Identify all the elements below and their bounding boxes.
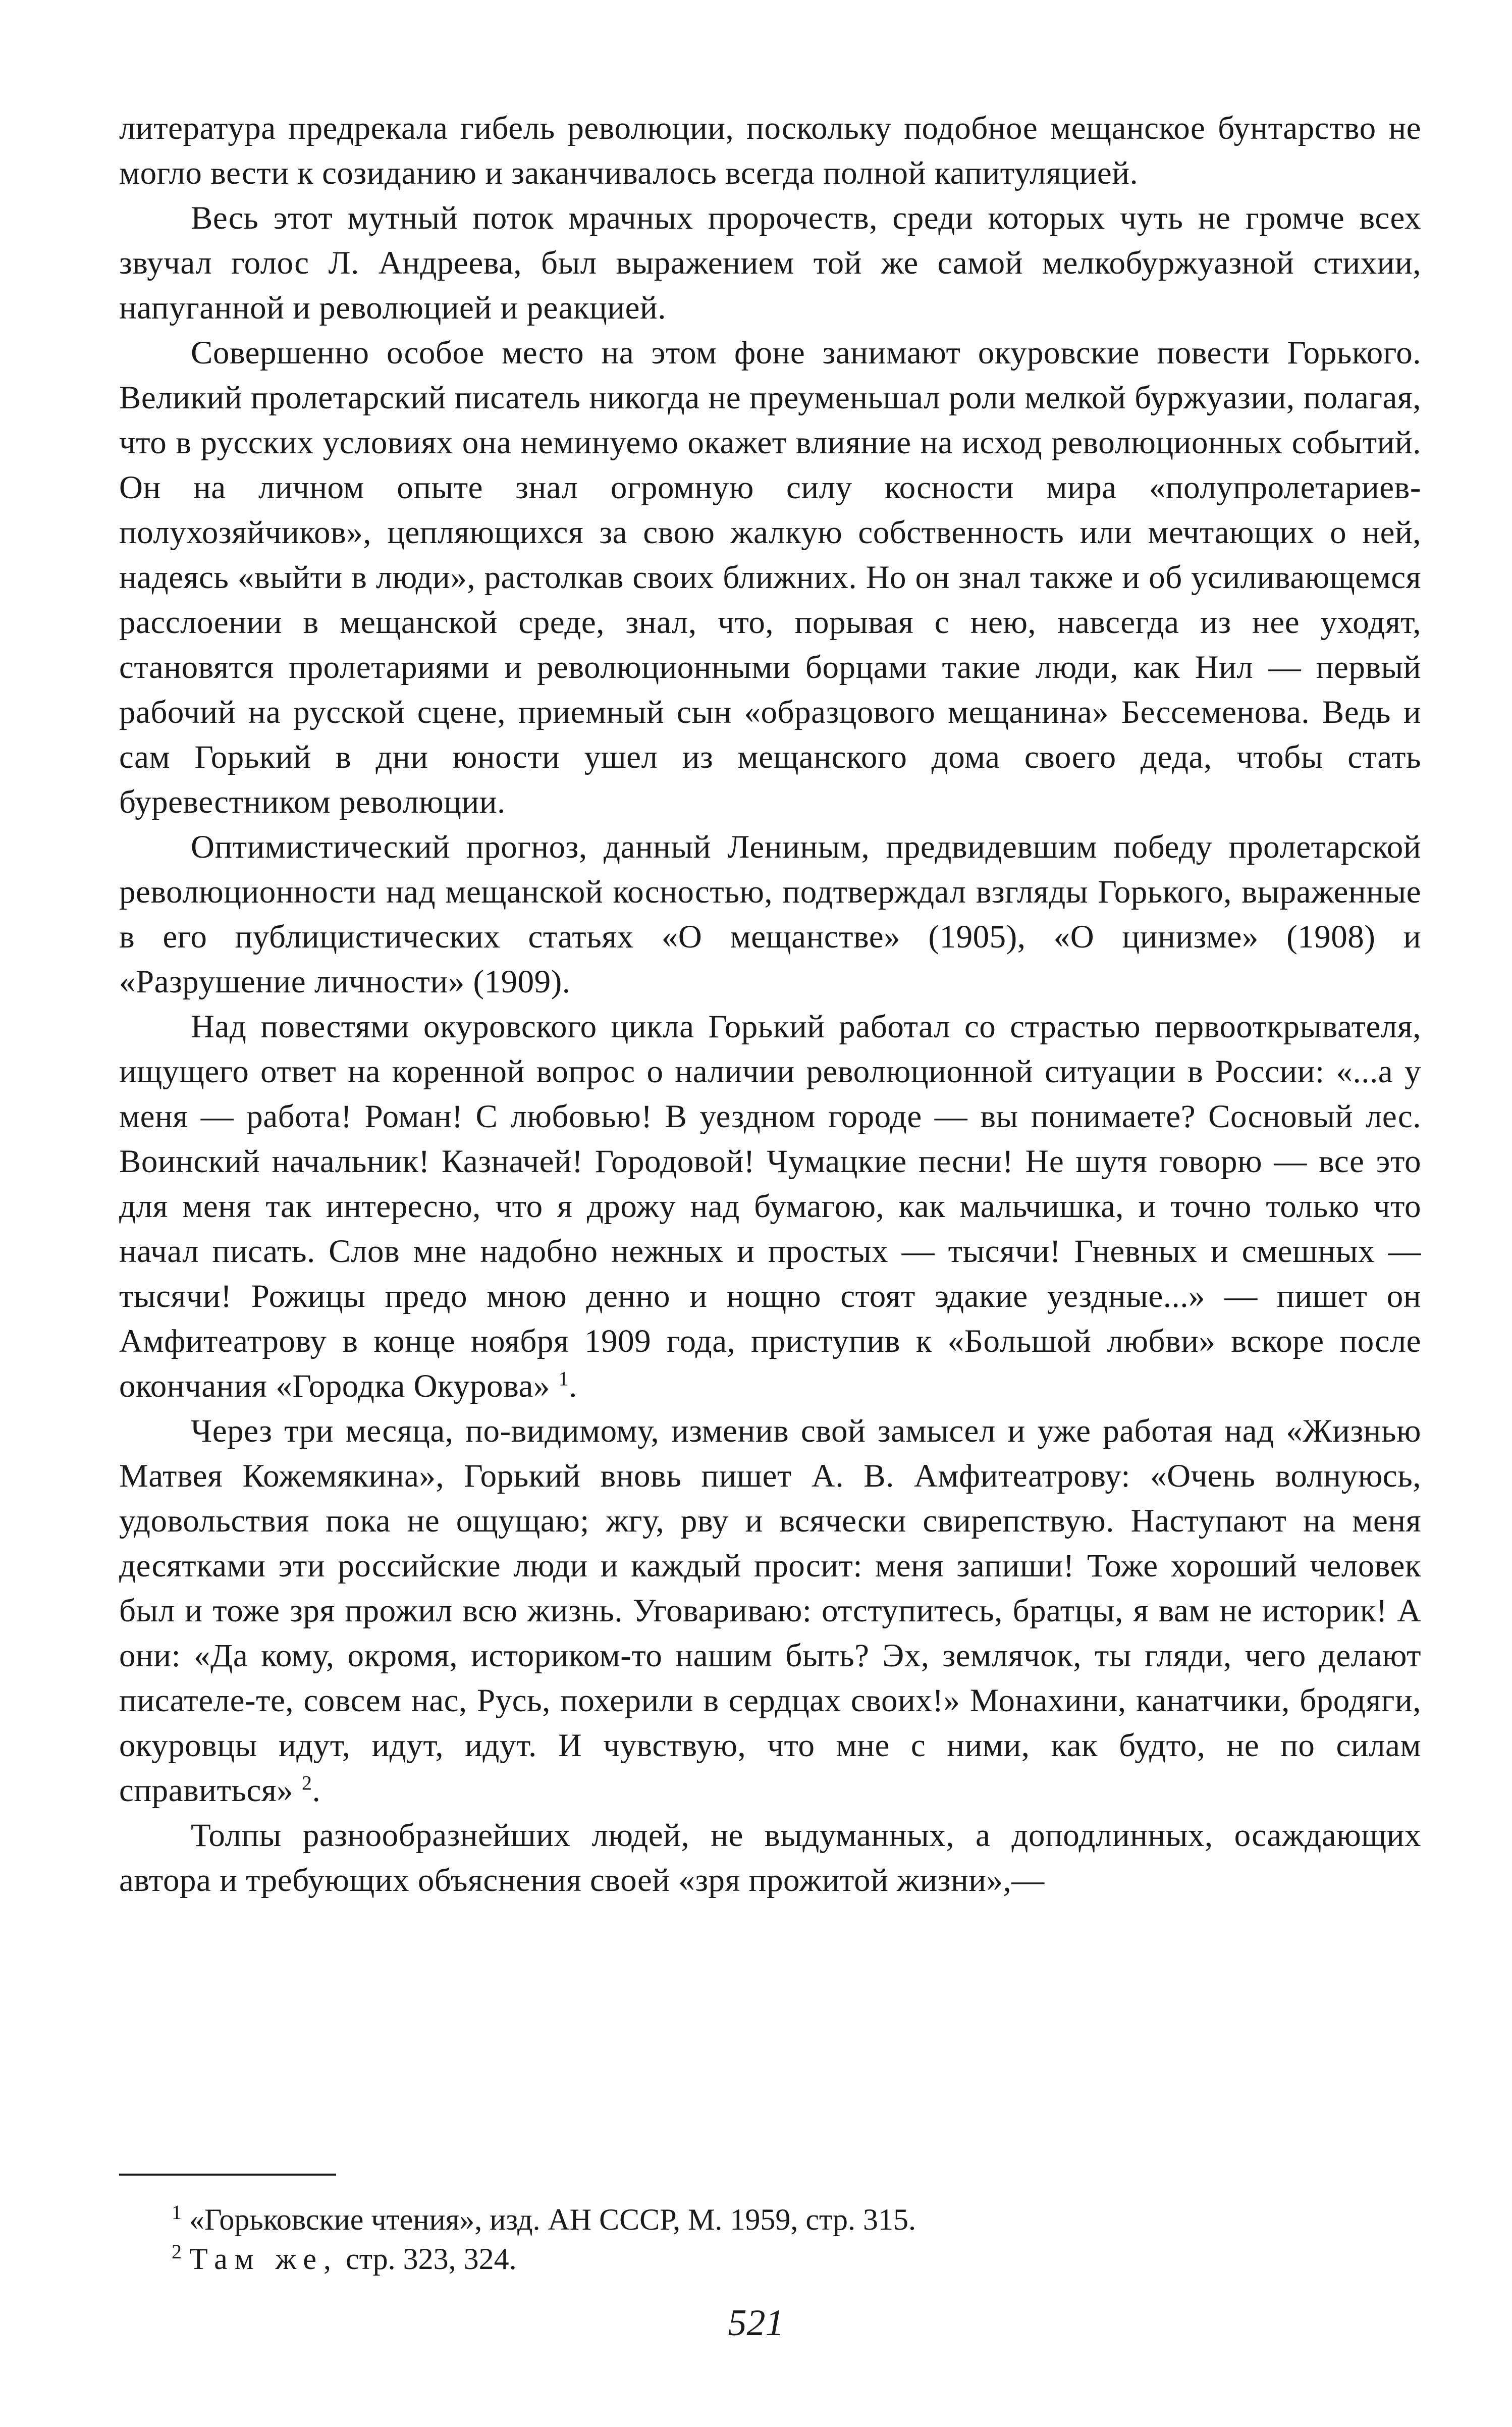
- footnote-mark: 1: [172, 2201, 182, 2224]
- paragraph-text: литература предрекала гибель революции, поскольку подобное мещанское бунтарство не могло вести к созиданию и заканчивалось всегда полной капитуляцией.: [119, 110, 1421, 191]
- paragraph-text: Совершенно особое место на этом фоне занимают окуровские повести Горького. Великий пролетарский писатель никогда не преуменьшал роли мелкой буржуазии, полагая, что в русских условиях она неминуемо окажет влияние на исход революционных событий. Он на личном опыте знал огромную силу косности мира «полупролетариев-полухозяйчиков», цепляющихся за свою жалкую собственность или мечтающих о ней, надеясь «выйти в люди», растолкав своих ближних. Но он знал также и об усиливающемся расслоении в мещанской среде, знал, что, порывая с нею, навсегда из нее уходят, становятся пролетариями и революционными борцами такие люди, как Нил — первый рабочий на русской сцене, приемный сын «образцового мещанина» Бессеменова. Ведь и сам Горький в дни юности ушел из мещанского дома своего деда, чтобы стать буревестником революции.: [119, 335, 1421, 820]
- footnote-ibid: Там же,: [189, 2242, 339, 2276]
- footnote-text: «Горьковские чтения», изд. АН СССР, М. 1959, стр. 315.: [189, 2203, 916, 2236]
- paragraph-text: Толпы разнообразнейших людей, не выдуманных, а доподлинных, осаждающих автора и требующих объяснения своей «зря прожитой жизни»,—: [119, 1817, 1421, 1898]
- page-body: [119, 106, 1421, 1903]
- footnote-divider: [119, 2174, 336, 2176]
- paragraph: Через три месяца, по-видимому, изменив свой замысел и уже работая над «Жизнью Матвея Кожемякина», Горький вновь пишет А. В. Амфитеатрову: «Очень волнуюсь, удовольствия пока не ощущаю; жгу, рву и всячески свирепствую. Наступают на меня десятками эти российские люди и каждый просит: меня запиши! Тоже хороший человек был и тоже зря прожил всю жизнь. Уговариваю: отступитесь, братцы, я вам не историк! А они: «Да кому, окромя, историком-то нашим быть? Эх, землячок, ты гляди, чего делают писателе-те, совсем нас, Русь, похерили в сердцах своих!» Монахини, канатчики, бродяги, окуровцы идут, идут, идут. И чувствую, что мне с ними, как будто, не по силам справиться» $^2$.: [119, 1413, 1421, 1809]
- paragraph: [119, 331, 1421, 825]
- paragraph: Над повестями окуровского цикла Горький работал со страстью первооткрывателя, ищущего ответ на коренной вопрос о наличии революционной ситуации в России: «...а у меня — работа! Роман! С любовью! В уездном городе — вы понимаете? Сосновый лес. Воинский начальник! Казначей! Городовой! Чумацкие песни! Не шутя говорю — все это для меня так интересно, что я дрожу над бумагою, как мальчишка, и точно только что начал писать. Слов мне надобно нежных и простых — тысячи! Гневных и смешных — тысячи! Рожицы предо мною денно и нощно стоят эдакие уездные...» — пишет он Амфитеатрову в конце ноября 1909 года, приступив к «Большой любви» вскоре после окончания «Городка Окурова» $^1$.: [119, 1009, 1421, 1404]
- paragraph-text: Над повестями окуровского цикла Горький работал со страстью первооткрывателя, ищущего ответ на коренной вопрос о наличии революционной ситуации в России: «...а у меня — работа! Роман! С любовью! В уездном городе — вы понимаете? Сосновый лес. Воинский начальник! Казначей! Городовой! Чумацкие песни! Не шутя говорю — все это для меня так интересно, что я дрожу над бумагою, как мальчишка, и точно только что начал писать. Слов мне надобно нежных и простых — тысячи! Гневных и смешных — тысячи! Рожицы предо мною денно и нощно стоят эдакие уездные...» — пишет он Амфитеатрову в конце ноября 1909 года, приступив к «Большой любви» вскоре после окончания «Городка Окурова»: [119, 1009, 1421, 1404]
- footnote-mark: 2: [172, 2240, 182, 2263]
- page-number: 521: [728, 2302, 784, 2344]
- paragraph: [119, 1813, 1421, 1903]
- paragraph: [119, 825, 1421, 1005]
- paragraph-text: Через три месяца, по-видимому, изменив свой замысел и уже работая над «Жизнью Матвея Кожемякина», Горький вновь пишет А. В. Амфитеатрову: «Очень волнуюсь, удовольствия пока не ощущаю; жгу, рву и всячески свирепствую. Наступают на меня десятками эти российские люди и каждый просит: меня запиши! Тоже хороший человек был и тоже зря прожил всю жизнь. Уговариваю: отступитесь, братцы, я вам не историк! А они: «Да кому, окромя, историком-то нашим быть? Эх, землячок, ты гляди, чего делают писателе-те, совсем нас, Русь, похерили в сердцах своих!» Монахини, канатчики, бродяги, окуровцы идут, идут, идут. И чувствую, что мне с ними, как будто, не по силам справиться»: [119, 1413, 1421, 1809]
- footnotes: [119, 2200, 1421, 2279]
- paragraph-text: Оптимистический прогноз, данный Лениным, предвидевшим победу пролетарской революционности над мещанской косностью, подтверждал взгляды Горького, выраженные в его публицистических статьях «О мещанстве» (1905), «О цинизме» (1908) и «Разрушение личности» (1909).: [119, 829, 1421, 1000]
- paragraph: [119, 106, 1421, 196]
- footnote-ref: 1: [558, 1367, 569, 1390]
- paragraph-text: Весь этот мутный поток мрачных пророчеств, среди которых чуть не громче всех звучал голос Л. Андреева, был выражением той же самой мелкобуржуазной стихии, напуганной и революцией и реакцией.: [119, 200, 1421, 326]
- paragraph: [119, 196, 1421, 331]
- footnote-text: стр. 323, 324.: [346, 2242, 517, 2276]
- footnote-1: [119, 2200, 1421, 2239]
- footnote-ref: 2: [302, 1771, 312, 1795]
- footnote-2: [119, 2239, 1421, 2279]
